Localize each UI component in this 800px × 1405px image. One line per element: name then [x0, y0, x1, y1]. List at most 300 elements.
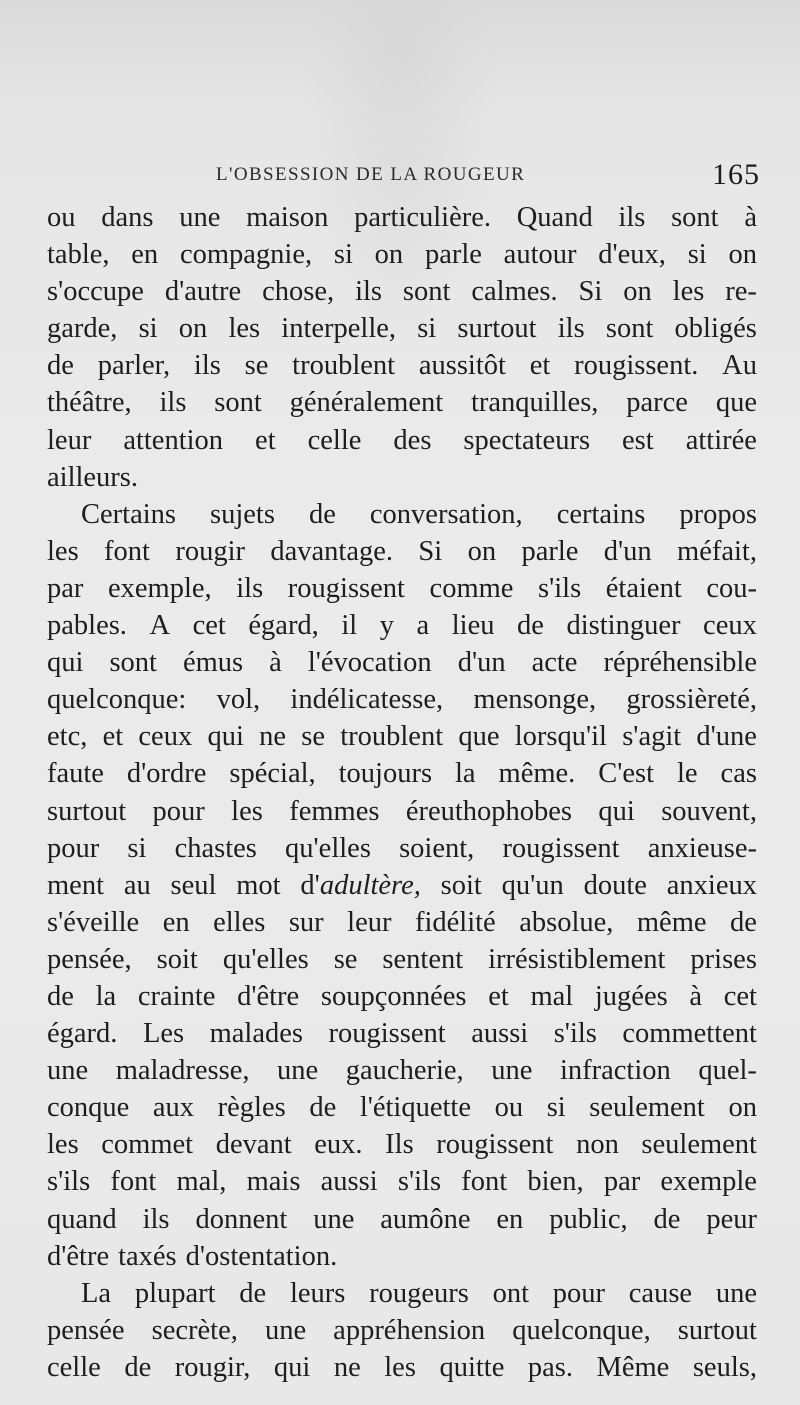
- word: [502, 830, 619, 867]
- word: [47, 718, 87, 755]
- word: [618, 199, 645, 236]
- text-fragment: l'étiquette: [359, 1092, 471, 1124]
- text-fragment: surtout: [677, 1314, 757, 1346]
- text-fragment: quel-: [698, 1055, 757, 1087]
- text-fragment: se: [333, 943, 358, 975]
- word: [277, 1052, 318, 1089]
- text-line: [47, 755, 757, 792]
- text-fragment: soit: [156, 943, 198, 975]
- word: [403, 273, 451, 310]
- text-fragment: se: [244, 350, 269, 382]
- word: [488, 978, 509, 1015]
- text-fragment: méfait,: [677, 535, 757, 567]
- word: [547, 1089, 566, 1126]
- text-fragment: sont: [671, 202, 719, 233]
- word: [622, 1015, 757, 1052]
- text-fragment: appréhension: [333, 1314, 486, 1346]
- text-fragment: commet: [101, 1129, 194, 1161]
- text-fragment: quelconque,: [512, 1314, 651, 1346]
- word: [341, 607, 357, 644]
- text-fragment: davantage.: [270, 535, 394, 567]
- text-fragment: celle: [307, 424, 362, 456]
- word: [47, 755, 104, 792]
- word: [47, 867, 104, 904]
- text-fragment: de: [47, 350, 74, 382]
- text-fragment: les: [672, 276, 705, 308]
- word: [629, 1275, 692, 1312]
- text-fragment: absolue,: [519, 906, 614, 938]
- text-fragment: font: [461, 1166, 508, 1198]
- text-fragment: pour: [552, 1277, 606, 1309]
- word: [385, 1126, 414, 1163]
- text-fragment: obligés: [674, 313, 757, 345]
- text-fragment: d'autre: [164, 276, 242, 308]
- text-fragment: les: [231, 795, 263, 827]
- text-fragment: les: [384, 1351, 416, 1383]
- word: [153, 793, 205, 830]
- text-fragment: d'être: [237, 980, 300, 1012]
- text-fragment: chose,: [262, 276, 335, 308]
- word: [493, 1275, 529, 1312]
- text-fragment: conversation,: [369, 498, 523, 530]
- word: [160, 384, 187, 421]
- text-line: [47, 347, 757, 384]
- text-fragment: à: [689, 980, 703, 1012]
- word: [157, 941, 198, 978]
- text-fragment: quitte: [439, 1351, 505, 1383]
- text-line: [47, 1163, 757, 1200]
- text-fragment: chastes: [174, 832, 257, 864]
- word: [334, 236, 353, 273]
- text-fragment: infraction: [559, 1055, 671, 1087]
- word: [269, 644, 282, 681]
- text-fragment: en: [162, 906, 190, 938]
- text-fragment: ils: [236, 572, 264, 604]
- word: [716, 384, 757, 421]
- word: [557, 496, 646, 533]
- word: [724, 978, 757, 1015]
- word: [728, 1089, 757, 1126]
- word: [576, 1126, 619, 1163]
- word: [290, 1275, 345, 1312]
- word: [626, 681, 757, 718]
- word: [439, 1349, 504, 1386]
- text-fragment: spécial,: [229, 758, 316, 790]
- word: [47, 830, 99, 867]
- text-fragment: ailleurs.: [47, 461, 139, 493]
- text-line: [47, 1015, 757, 1052]
- word: [463, 422, 590, 459]
- text-fragment: faute: [47, 758, 104, 790]
- text-fragment: quand: [47, 1203, 117, 1235]
- word: [488, 941, 665, 978]
- running-title: L'OBSESSION DE LA ROUGEUR: [216, 164, 526, 185]
- word: [193, 607, 226, 644]
- text-fragment: cas: [720, 758, 757, 790]
- text-fragment: ou: [494, 1092, 524, 1124]
- text-fragment: si: [546, 1092, 566, 1124]
- text-fragment: seul: [170, 869, 217, 901]
- word: [471, 1015, 528, 1052]
- text-fragment: troublent: [292, 350, 396, 382]
- text-fragment: et: [255, 424, 276, 456]
- text-fragment: mal,: [176, 1166, 227, 1198]
- text-fragment: gaucherie,: [345, 1055, 464, 1087]
- text-fragment: jugées: [594, 980, 668, 1012]
- text-fragment: Au: [722, 350, 757, 382]
- text-fragment: commettent: [622, 1018, 757, 1050]
- text-fragment: s'ils: [538, 572, 582, 604]
- text-fragment: pour: [47, 832, 100, 864]
- text-fragment: les: [228, 313, 261, 345]
- text-fragment: troublent: [340, 721, 444, 753]
- text-line: [47, 570, 757, 607]
- word: [47, 941, 132, 978]
- word: [101, 199, 153, 236]
- word: [553, 1275, 605, 1312]
- text-fragment: au: [123, 869, 151, 901]
- word: [177, 1163, 227, 1200]
- text-fragment: sont: [605, 313, 654, 345]
- word: [47, 1201, 117, 1238]
- word: [380, 1201, 470, 1238]
- word: [654, 1201, 681, 1238]
- word: [730, 904, 757, 941]
- word: [259, 718, 286, 755]
- text-fragment: qu'elles: [222, 943, 309, 975]
- word: [47, 681, 186, 718]
- text-fragment: on: [623, 276, 652, 308]
- text-fragment: la: [455, 758, 476, 790]
- text-fragment: ils: [142, 1203, 170, 1235]
- text-fragment: une: [313, 1203, 355, 1235]
- text-fragment: peur: [706, 1203, 757, 1235]
- text-line: [47, 830, 757, 867]
- text-fragment: que: [715, 387, 757, 419]
- word: [382, 941, 463, 978]
- word: [101, 1126, 193, 1163]
- text-fragment: font: [104, 535, 150, 567]
- word: [300, 867, 420, 904]
- text-fragment: de: [309, 1092, 337, 1124]
- word: [598, 793, 634, 830]
- word: [744, 199, 757, 236]
- word: [604, 533, 652, 570]
- word: [689, 978, 702, 1015]
- word: [179, 310, 208, 347]
- text-fragment: théâtre,: [47, 387, 132, 419]
- word: [47, 1089, 129, 1126]
- word: [370, 496, 523, 533]
- text-fragment: y: [379, 610, 394, 642]
- word: [47, 1163, 90, 1200]
- word: [698, 1052, 757, 1089]
- text-fragment: si: [417, 313, 437, 345]
- word: [138, 718, 192, 755]
- text-fragment: rougissent: [436, 1129, 554, 1161]
- text-line: [47, 904, 757, 941]
- word: [285, 830, 371, 867]
- text-fragment: sentent: [382, 943, 464, 975]
- word: [246, 199, 328, 236]
- word: [441, 867, 482, 904]
- text-fragment: seuls,: [692, 1351, 757, 1383]
- text-fragment: rougissent: [287, 572, 405, 604]
- text-fragment: rougir,: [174, 1351, 251, 1383]
- text-fragment: d'une: [696, 721, 757, 753]
- text-line: [47, 422, 757, 459]
- text-fragment: propos: [679, 498, 757, 530]
- word: [47, 570, 83, 607]
- word: [606, 570, 682, 607]
- text-fragment: de: [124, 1351, 152, 1383]
- text-fragment: Les: [142, 1018, 185, 1050]
- word: [598, 755, 654, 792]
- text-fragment: cet: [723, 980, 757, 1012]
- word: [214, 384, 262, 421]
- word: [452, 607, 495, 644]
- text-fragment: parle: [424, 239, 482, 271]
- word: [688, 236, 707, 273]
- page-number: 165: [712, 158, 760, 191]
- text-fragment: malades: [209, 1018, 303, 1050]
- text-fragment: pensée,: [47, 943, 132, 975]
- word: [163, 904, 190, 941]
- word: [678, 1312, 757, 1349]
- word: [436, 1126, 553, 1163]
- word: [47, 236, 110, 273]
- text-fragment: que: [458, 721, 500, 753]
- word: [425, 236, 482, 273]
- running-head: [48, 158, 760, 191]
- word: [512, 1312, 651, 1349]
- word: [622, 422, 654, 459]
- text-fragment: une: [715, 1277, 757, 1309]
- word: [417, 310, 436, 347]
- text-fragment: est: [622, 424, 654, 456]
- text-fragment: à: [744, 202, 757, 233]
- text-fragment: d'être: [47, 1240, 110, 1272]
- text-fragment: ils: [355, 276, 382, 308]
- word: [502, 867, 564, 904]
- text-fragment: exemple,: [107, 572, 212, 604]
- text-fragment: sont: [214, 387, 262, 419]
- text-fragment: émus: [182, 647, 244, 679]
- text-fragment: mal: [530, 980, 574, 1012]
- text-fragment: d': [300, 869, 320, 901]
- text-line: [47, 1052, 757, 1089]
- text-fragment: tranquilles,: [470, 387, 599, 419]
- word: [340, 718, 443, 755]
- word: [637, 904, 707, 941]
- text-fragment: ne: [333, 1351, 361, 1383]
- word: [265, 1312, 306, 1349]
- text-fragment: a: [416, 610, 430, 642]
- word: [521, 533, 578, 570]
- word: [47, 384, 132, 421]
- word: [207, 718, 243, 755]
- word: [110, 1163, 156, 1200]
- body-text: [47, 199, 757, 1386]
- text-line: [47, 978, 757, 1015]
- text-fragment: bien,: [527, 1166, 584, 1198]
- text-fragment: lorsqu'il: [514, 721, 607, 753]
- text-fragment: égard.: [47, 1018, 118, 1050]
- word: [706, 1201, 757, 1238]
- text-fragment: si: [687, 239, 707, 271]
- text-fragment: la: [95, 980, 117, 1012]
- text-fragment: ils: [159, 387, 187, 419]
- word: [384, 1349, 416, 1386]
- text-fragment: aussi: [320, 1166, 378, 1198]
- text-fragment: ils: [193, 350, 221, 382]
- word: [245, 347, 269, 384]
- word: [314, 1126, 362, 1163]
- text-line: [47, 1312, 757, 1349]
- text-fragment: leur: [47, 424, 92, 456]
- text-fragment: certains: [556, 498, 646, 530]
- word: [47, 793, 126, 830]
- word: [457, 310, 536, 347]
- word: [308, 422, 362, 459]
- word: [677, 533, 757, 570]
- text-fragment: si: [127, 832, 147, 864]
- word: [289, 904, 324, 941]
- text-fragment: vol,: [216, 684, 261, 716]
- text-fragment: ils: [557, 313, 585, 345]
- text-fragment: des: [393, 424, 432, 456]
- text-fragment: cou-: [706, 572, 757, 604]
- text-fragment: dans: [101, 202, 154, 233]
- word: [47, 1312, 125, 1349]
- text-fragment: ment: [47, 869, 104, 901]
- text-line: [47, 273, 757, 310]
- word: [706, 570, 757, 607]
- word: [309, 496, 336, 533]
- word: [716, 1275, 757, 1312]
- text-fragment: particulière.: [354, 202, 491, 233]
- word: [47, 1349, 101, 1386]
- word: [406, 793, 572, 830]
- text-fragment: re-: [725, 276, 757, 308]
- text-fragment: d'eux,: [598, 239, 666, 271]
- text-fragment: s'éveille: [47, 906, 140, 938]
- word: [589, 1089, 705, 1126]
- word: [554, 1015, 597, 1052]
- text-fragment: attirée: [685, 424, 757, 456]
- text-fragment: si: [333, 239, 353, 271]
- text-fragment: public,: [549, 1203, 628, 1235]
- text-fragment: calmes.: [471, 276, 558, 308]
- word: [124, 1349, 151, 1386]
- word: [218, 1089, 286, 1126]
- text-fragment: aussitôt: [418, 350, 506, 382]
- text-fragment: seulement: [641, 1129, 757, 1161]
- text-fragment: soupçonnées: [320, 980, 467, 1012]
- word: [96, 978, 117, 1015]
- word: [471, 384, 598, 421]
- word: [461, 1163, 507, 1200]
- word: [677, 755, 698, 792]
- word: [152, 1312, 238, 1349]
- word: [667, 867, 757, 904]
- text-fragment: mais: [246, 1166, 301, 1198]
- word: [703, 607, 757, 644]
- text-line: [47, 941, 757, 978]
- text-fragment: en: [496, 1203, 524, 1235]
- text-fragment: toujours: [338, 758, 433, 790]
- text-line: [47, 1126, 757, 1163]
- word: [195, 1201, 287, 1238]
- text-fragment: autour: [503, 239, 577, 271]
- word: [673, 273, 705, 310]
- word: [417, 607, 430, 644]
- text-fragment: rougeurs: [369, 1277, 469, 1309]
- word: [393, 422, 431, 459]
- text-fragment: devant: [215, 1129, 292, 1161]
- text-line: [47, 1201, 757, 1238]
- text-fragment: de: [730, 906, 757, 938]
- word: [334, 1349, 361, 1386]
- word: [290, 384, 444, 421]
- word: [139, 310, 158, 347]
- word: [47, 533, 79, 570]
- text-fragment: pour: [152, 795, 205, 827]
- text-fragment: leur: [347, 906, 392, 938]
- text-fragment: qui: [598, 795, 635, 827]
- word: [622, 718, 681, 755]
- word: [236, 570, 263, 607]
- word: [47, 1238, 109, 1275]
- text-fragment: on: [374, 239, 404, 271]
- text-fragment: maladresse,: [115, 1055, 250, 1087]
- word: [288, 570, 405, 607]
- word: [504, 236, 577, 273]
- text-fragment: de: [517, 610, 544, 642]
- text-fragment: ceux: [703, 610, 757, 642]
- text-fragment: à: [269, 647, 282, 679]
- text-fragment: d'ordre: [126, 758, 207, 790]
- word: [47, 978, 74, 1015]
- text-fragment: etc,: [47, 721, 88, 753]
- word: [495, 1089, 524, 1126]
- text-fragment: égard,: [248, 610, 319, 642]
- word: [217, 681, 261, 718]
- word: [47, 1126, 79, 1163]
- word: [721, 755, 757, 792]
- text-fragment: d'ostentation.: [185, 1240, 338, 1272]
- word: [574, 347, 698, 384]
- text-fragment: non: [576, 1129, 619, 1161]
- word: [321, 1163, 378, 1200]
- text-fragment: de: [239, 1277, 267, 1309]
- text-fragment: irrésistiblement: [488, 943, 666, 975]
- text-line: [47, 1238, 757, 1275]
- word: [274, 1349, 310, 1386]
- text-fragment: cet: [192, 610, 226, 642]
- text-fragment: compagnie,: [179, 239, 313, 271]
- text-fragment: Même: [596, 1351, 670, 1383]
- text-fragment: règles: [217, 1092, 286, 1124]
- text-fragment: Quand: [516, 202, 593, 233]
- word: [108, 570, 212, 607]
- text-fragment: de: [653, 1203, 681, 1235]
- text-fragment: d'un: [457, 647, 506, 679]
- word: [47, 904, 139, 941]
- text-fragment: même.: [498, 758, 576, 790]
- text-fragment: fidélité: [414, 906, 496, 938]
- word: [346, 1052, 464, 1089]
